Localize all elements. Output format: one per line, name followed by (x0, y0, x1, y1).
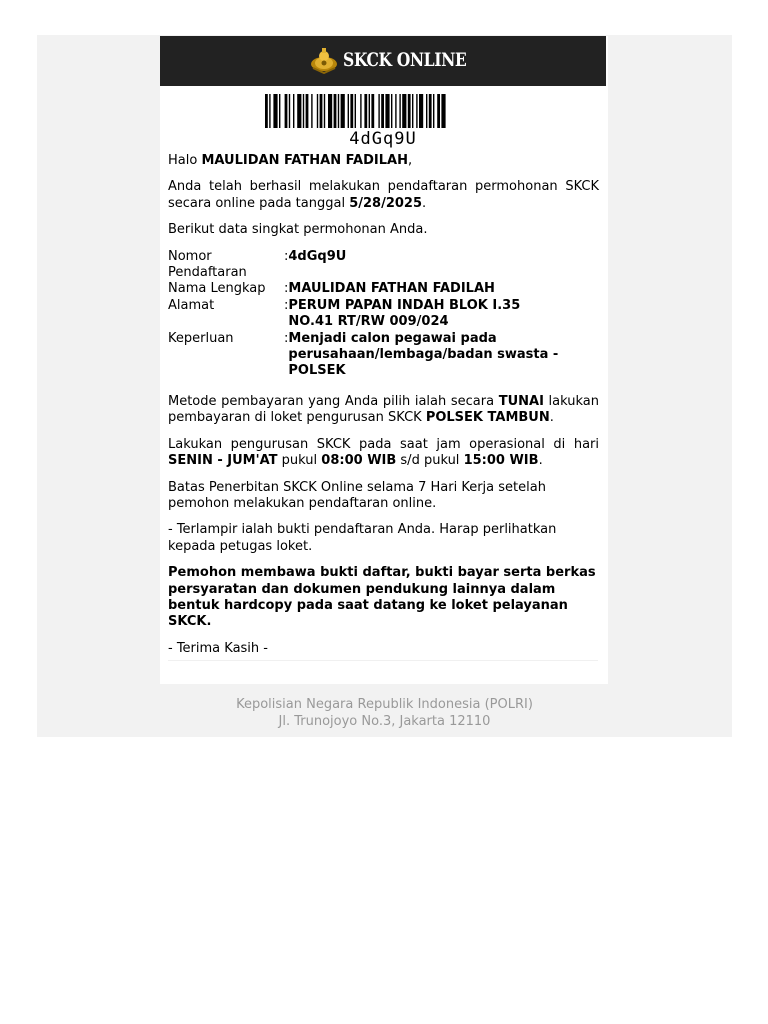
details-table (168, 249, 599, 380)
registration-date: 5/28/2025 (349, 195, 423, 211)
footer-address: Jl. Trunojoyo No.3, Jakarta 12110 (278, 713, 491, 729)
intro-paragraph: Anda telah berhasil melakukan pendaftaran permohonan SKCK secara online pada tanggal 5/28/2025. (168, 179, 599, 211)
detail-value: PERUM PAPAN INDAH BLOK I.35 NO.41 RT/RW 009/024 (288, 297, 521, 330)
polri-emblem-icon (309, 46, 339, 74)
logo-text: SKCK ONLINE (343, 49, 467, 71)
start-time: 08:00 WIB (321, 453, 397, 469)
summary-intro: Berikut data singkat permohonan Anda. (168, 222, 428, 238)
skck-logo (309, 44, 494, 76)
detail-label: Nama Lengkap (168, 281, 266, 297)
barcode-code: 4dGq9U (349, 129, 417, 149)
email-body (168, 153, 599, 667)
footer-org: Kepolisian Negara Republik Indonesia (POLRI) (236, 697, 533, 712)
detail-value: MAULIDAN FATHAN FADILAH (288, 281, 495, 297)
payment-paragraph: Metode pembayaran yang Anda pilih ialah secara TUNAI lakukan pembayaran di loket pengurusan SKCK POLSEK TAMBUN. (168, 393, 599, 426)
attachment-note: - Terlampir ialah bukti pendaftaran Anda. Harap perlihatkan kepada petugas loket. (168, 522, 557, 554)
email-footer (37, 697, 732, 730)
detail-value: 4dGq9U (288, 248, 347, 264)
detail-label: Nomor Pendaftaran (168, 248, 247, 281)
applicant-name: MAULIDAN FATHAN FADILAH (201, 153, 408, 168)
detail-label: Alamat (168, 297, 215, 313)
barcode-image (265, 94, 501, 128)
payment-location: POLSEK TAMBUN (425, 410, 550, 426)
end-time: 15:00 WIB (463, 453, 539, 469)
requirement-note: Pemohon membawa bukti daftar, bukti bayar serta berkas persyaratan dan dokumen pendukung lainnya dalam bentuk hardcopy pada saat datang ke loket pelayanan SKCK. (168, 565, 596, 630)
operating-days: SENIN - JUM'AT (168, 453, 278, 469)
detail-row-nomor: Nomor Pendaftaran : 4dGq9U (168, 248, 347, 281)
detail-value: Menjadi calon pegawai pada perusahaan/lembaga/badan swasta - POLSEK (288, 330, 559, 379)
payment-method: TUNAI (498, 393, 544, 409)
detail-label: Keperluan (168, 330, 234, 346)
deadline-paragraph: Batas Penerbitan SKCK Online selama 7 Hari Kerja setelah pemohon melakukan pendaftaran online. (168, 479, 546, 511)
divider (168, 660, 598, 661)
closing-text: - Terima Kasih - (168, 640, 268, 656)
detail-row-alamat: Alamat : PERUM PAPAN INDAH BLOK I.35 NO.41 RT/RW 009/024 (168, 298, 599, 331)
detail-row-keperluan: Keperluan : Menjadi calon pegawai pada perusahaan/lembaga/badan swasta - POLSEK (168, 331, 599, 380)
detail-row-nama: Nama Lengkap : MAULIDAN FATHAN FADILAH (168, 281, 495, 297)
greeting: Halo MAULIDAN FATHAN FADILAH, (168, 153, 413, 168)
hours-paragraph: Lakukan pengurusan SKCK pada saat jam operasional di hari SENIN - JUM'AT pukul 08:00 WIB s/d pukul 15:00 WIB. (168, 436, 599, 469)
